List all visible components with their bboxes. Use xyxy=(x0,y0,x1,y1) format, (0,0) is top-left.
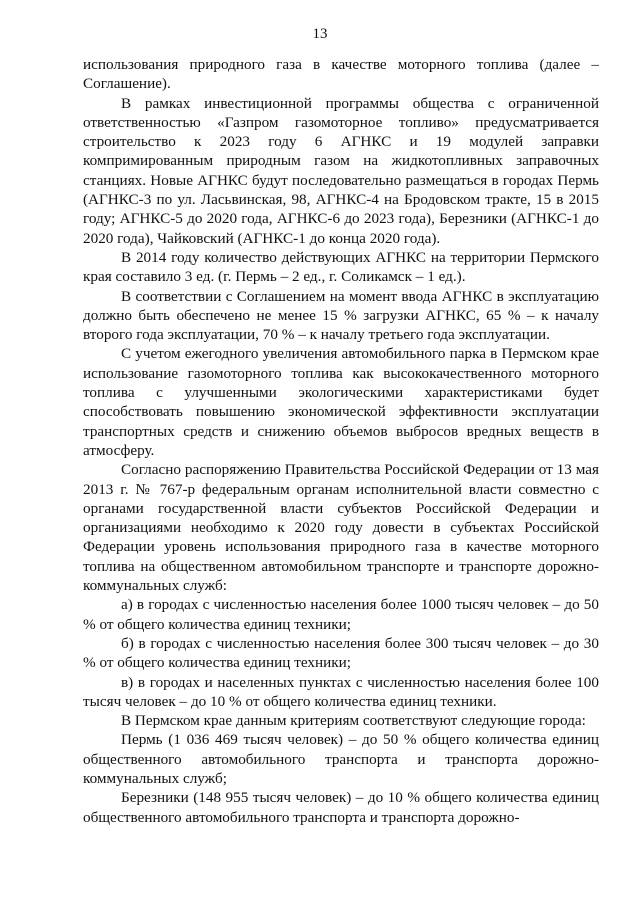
paragraph-agreement-continuation: использования природного газа в качестве моторного топлива (далее – Соглашение). xyxy=(83,56,599,93)
paragraph-vehicle-fleet-growth: С учетом ежегодного увеличения автомобильного парка в Пермском крае использование газомоторного топлива как высококачественного моторного топлива с улучшенными экологическими характеристиками будет способствовать повышению экономической эффективности эксплуатации транспортных средств и снижению объемов выбросов вредных веществ в атмосферу. xyxy=(83,345,599,459)
paragraph-active-stations-2014: В 2014 году количество действующих АГНКС на территории Пермского края составило 3 ед. (г. Пермь – 2 ед., г. Соликамск – 1 ед.). xyxy=(83,248,599,286)
page-number: 13 xyxy=(312,26,328,42)
list-item-a: а) в городах с численностью населения более 1000 тысяч человек – до 50 % от общего количества единиц техники; xyxy=(83,596,599,633)
paragraph-investment-program: В рамках инвестиционной программы общества с ограниченной ответственностью «Газпром газомоторное топливо» предусматривается строительство к 2023 году 6 АГНКС и 19 модулей заправки компримированным природным газом на жидкотопливных заправочных станциях. Новые АГНКС будут последовательно размещаться в городах Пермь (АГНКС-3 по ул. Ласьвинская, 98, АГНКС-4 на Бродовском тракте, 15 в 2015 году; АГНКС-5 до 2020 года, АГНКС-6 до 2023 года), Березники (АГНКС-1 до 2020 года), Чайковский (АГНКС-1 до конца 2020 года). xyxy=(83,94,599,247)
paragraph-city-berezniki: Березники (148 955 тысяч человек) – до 10 % общего количества единиц общественного автомобильного транспорта и транспорта дорожно- xyxy=(83,789,599,826)
paragraph-load-requirements: В соответствии с Соглашением на момент ввода АГНКС в эксплуатацию должно быть обеспечено не менее 15 % загрузки АГНКС, 65 % – к началу второго года эксплуатации, 70 % – к началу третьего года эксплуатации. xyxy=(83,287,599,344)
list-item-c: в) в городах и населенных пунктах с численностью населения более 100 тысяч человек – до 10 % от общего количества единиц техники. xyxy=(83,673,599,710)
paragraph-city-perm: Пермь (1 036 469 тысяч человек) – до 50 % общего количества единиц общественного автомобильного транспорта и транспорта дорожно-коммунальных служб; xyxy=(83,731,599,787)
document-body xyxy=(83,55,599,827)
paragraph-government-order: Согласно распоряжению Правительства Российской Федерации от 13 мая 2013 г. № 767-р федеральным органам исполнительной власти совместно с органами государственной власти субъектов Российской Федерации и организациями необходимо к 2020 году довести в субъектах Российской Федерации уровень использования природного газа в качестве моторного топлива на общественном автомобильном транспорте и транспорте дорожно-коммунальных служб: xyxy=(83,461,599,595)
paragraph-perm-region-cities: В Пермском крае данным критериям соответствуют следующие города: xyxy=(121,712,586,730)
list-item-b: б) в городах с численностью населения более 300 тысяч человек – до 30 % от общего количества единиц техники; xyxy=(83,634,599,672)
